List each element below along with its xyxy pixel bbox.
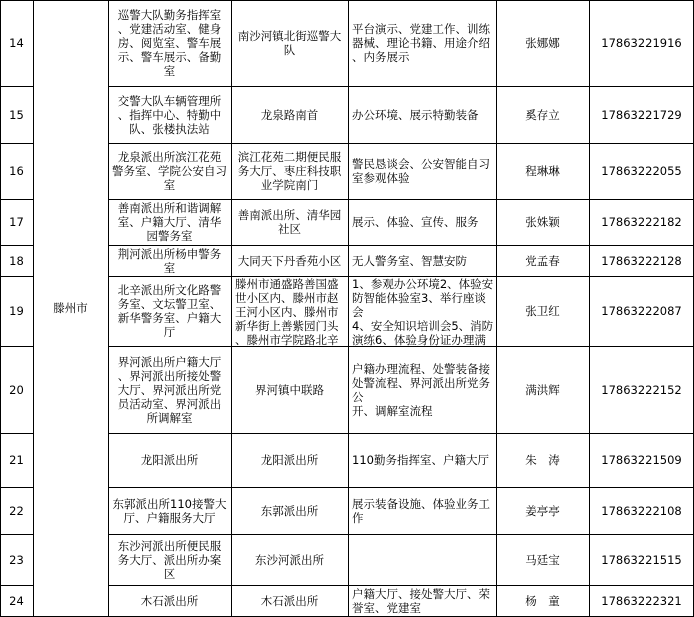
grid-line	[33, 0, 34, 616]
grid-line	[0, 346, 33, 347]
cell-address-text: 善南派出所、清华园 社区	[237, 208, 342, 236]
grid-line	[0, 534, 33, 535]
cell-venue-text: 北辛派出所文化路警 务室、文坛警卫室、 新华警务室、户籍大 厅	[117, 283, 222, 339]
grid-line	[108, 245, 694, 246]
cell-no-text: 22	[9, 503, 24, 518]
cell-no	[0, 276, 33, 346]
cell-phone-text: 17863222182	[601, 215, 682, 229]
cell-contact-text: 张姝颖	[525, 215, 560, 229]
cell-content-text: 无人警务室、智慧安防	[352, 253, 467, 268]
cell-address-text: 滨江花苑二期便民服 务大厅、枣庄科技职 业学院南门	[237, 150, 342, 192]
cell-phone	[589, 199, 694, 245]
cell-content-text: 办公环境、展示特勤装备	[352, 107, 479, 122]
cell-contact-text: 满洪辉	[525, 382, 560, 397]
cell-address	[231, 433, 348, 487]
cell-address	[231, 534, 348, 585]
cell-contact-text: 马廷宝	[525, 552, 560, 567]
cell-content	[348, 245, 496, 276]
cell-content-text: 户籍办理流程、处警装备接 处警流程、界河派出所党务公 开、调解室流程	[352, 361, 490, 418]
grid-line	[108, 199, 694, 200]
cell-address	[231, 346, 348, 433]
cell-address	[231, 143, 348, 199]
cell-venue-text: 木石派出所	[140, 593, 199, 608]
grid-line	[108, 585, 694, 586]
grid-line	[108, 86, 694, 87]
cell-contact	[496, 245, 589, 276]
cell-phone	[589, 487, 694, 534]
grid-line	[231, 0, 232, 616]
grid-line	[108, 346, 694, 347]
cell-no-text: 20	[9, 382, 24, 397]
grid-line	[108, 433, 694, 434]
cell-phone	[589, 276, 694, 346]
cell-address-text: 东郭派出所	[260, 503, 319, 518]
cell-contact-text: 张娜娜	[525, 36, 560, 50]
cell-no-text: 15	[9, 107, 24, 122]
cell-no	[0, 487, 33, 534]
cell-content	[348, 487, 496, 534]
cell-no-text: 18	[9, 253, 24, 268]
grid-line	[589, 0, 590, 616]
city-cell	[33, 0, 108, 616]
cell-venue	[108, 346, 231, 433]
cell-contact	[496, 534, 589, 585]
cell-contact	[496, 86, 589, 143]
cell-content-text: 户籍大厅、接处警大厅、荣 誉室、党建室	[352, 586, 490, 615]
cell-content-text: 展示装备设施、体验业务工 作	[352, 496, 490, 525]
cell-venue	[108, 534, 231, 585]
cell-no-text: 17	[9, 215, 24, 229]
cell-address	[231, 0, 348, 86]
cell-venue	[108, 276, 231, 346]
cell-address	[231, 199, 348, 245]
cell-content	[348, 86, 496, 143]
grid-line	[0, 245, 33, 246]
cell-phone-text: 17863222108	[601, 503, 682, 518]
cell-venue-text: 东沙河派出所便民服 务大厅、派出所办案 区	[117, 538, 222, 581]
cell-content-text: 警民恳谈会、公安智能自习 室参观体验	[352, 157, 490, 185]
cell-content	[348, 534, 496, 585]
cell-no	[0, 433, 33, 487]
cell-address-text: 东沙河派出所	[255, 552, 324, 567]
cell-content	[348, 346, 496, 433]
cell-contact	[496, 276, 589, 346]
cell-venue	[108, 143, 231, 199]
grid-line	[0, 487, 33, 488]
cell-no	[0, 534, 33, 585]
cell-contact	[496, 199, 589, 245]
cell-address-text: 龙泉路南首	[260, 107, 319, 122]
cell-address-text: 龙阳派出所	[260, 453, 319, 467]
cell-phone	[589, 534, 694, 585]
cell-content	[348, 0, 496, 86]
grid-line	[0, 433, 33, 434]
cell-no-text: 14	[9, 36, 24, 50]
cell-phone	[589, 143, 694, 199]
cell-phone-text: 17863221729	[601, 107, 682, 122]
cell-venue-text: 龙泉派出所滨江花苑 警务室、学院公安自习 室	[112, 150, 227, 192]
cell-content	[348, 433, 496, 487]
cell-venue	[108, 199, 231, 245]
cell-phone-text: 17863222055	[601, 164, 682, 178]
cell-venue	[108, 487, 231, 534]
cell-content-text: 平台演示、党建工作、训练 器械、理论书籍、用途介绍 、内务展示	[352, 22, 490, 64]
cell-address	[231, 276, 348, 346]
cell-address	[231, 245, 348, 276]
cell-phone	[589, 86, 694, 143]
cell-no	[0, 245, 33, 276]
cell-no-text: 23	[9, 552, 24, 567]
cell-venue-text: 界河派出所户籍大厅 、界河派出所接处警 大厅、界河派出所党 员活动室、界河派出 所调解室	[117, 354, 222, 425]
cell-contact	[496, 487, 589, 534]
cell-venue-text: 巡警大队勤务指挥室 、党建活动室、健身 房、阅览室、警车展 示、警车展示、备勤 室	[117, 8, 222, 78]
cell-contact	[496, 0, 589, 86]
cell-address-text: 大同天下丹香苑小区	[237, 253, 342, 268]
cell-address-text: 南沙河镇北街巡警大 队	[237, 29, 342, 57]
cell-content-text: 1、参观办公环境2、体验安 防智能体验室3、举行座谈会 4、安全知识培训会5、消防 演练6、体验身份证办理满	[352, 277, 494, 346]
cell-address-text: 滕州市通盛路善国盛 世小区内、滕州市赵 王河小区内、滕州市 新华街上善紫园门头 、滕州市学院路北辛	[235, 277, 339, 346]
cell-phone	[589, 433, 694, 487]
cell-phone-text: 17863222321	[601, 593, 682, 608]
cell-no	[0, 585, 33, 616]
cell-contact-text: 程琳琳	[525, 164, 560, 178]
cell-venue-text: 东郭派出所110接警大 厅、户籍服务大厅	[112, 496, 227, 525]
cell-address	[231, 585, 348, 616]
cell-no-text: 19	[9, 304, 24, 318]
cell-phone	[589, 245, 694, 276]
grid-line	[348, 0, 349, 616]
cell-address-text: 木石派出所	[260, 593, 319, 608]
cell-address	[231, 487, 348, 534]
cell-contact-text: 朱 涛	[525, 453, 560, 467]
cell-no	[0, 86, 33, 143]
city-cell-text: 滕州市	[53, 301, 88, 315]
grid-line	[0, 199, 33, 200]
cell-phone-text: 17863221916	[601, 36, 682, 50]
cell-content	[348, 276, 496, 346]
cell-content	[348, 143, 496, 199]
grid-line	[496, 0, 497, 616]
cell-venue-text: 善南派出所和谐调解 室、户籍大厅、清华 园警务室	[117, 201, 222, 243]
cell-no-text: 21	[9, 453, 24, 467]
cell-contact	[496, 585, 589, 616]
grid-line	[108, 534, 694, 535]
cell-content	[348, 585, 496, 616]
cell-venue	[108, 0, 231, 86]
cell-contact	[496, 346, 589, 433]
cell-contact-text: 奚存立	[525, 107, 560, 122]
grid-line	[108, 487, 694, 488]
cell-venue	[108, 245, 231, 276]
cell-no-text: 24	[9, 593, 24, 608]
cell-no-text: 16	[9, 164, 24, 178]
cell-phone-text: 17863222152	[601, 382, 682, 397]
cell-phone	[589, 0, 694, 86]
cell-address	[231, 86, 348, 143]
cell-contact	[496, 433, 589, 487]
cell-phone	[589, 346, 694, 433]
grid-line	[108, 276, 694, 277]
cell-address-text: 界河镇中联路	[255, 382, 324, 397]
grid-line	[0, 585, 33, 586]
cell-contact-text: 党孟春	[525, 253, 560, 268]
cell-venue-text: 龙阳派出所	[140, 453, 199, 467]
cell-phone-text: 17863222128	[601, 253, 682, 268]
cell-content-text: 110勤务指挥室、户籍大厅	[352, 453, 489, 467]
cell-phone-text: 17863222087	[601, 304, 682, 318]
cell-content-text: 展示、体验、宣传、服务	[352, 215, 479, 229]
grid-line	[0, 143, 33, 144]
cell-venue	[108, 86, 231, 143]
cell-venue	[108, 585, 231, 616]
grid-line	[0, 276, 33, 277]
cell-no	[0, 346, 33, 433]
cell-venue-text: 交警大队车辆管理所 、指挥中心、特勤中 队、张楼执法站	[117, 93, 222, 136]
cell-no	[0, 0, 33, 86]
cell-phone-text: 17863221509	[601, 453, 682, 467]
cell-phone-text: 17863221515	[601, 552, 682, 567]
grid-line	[108, 0, 109, 616]
cell-contact-text: 姜亭亭	[525, 503, 560, 518]
cell-venue	[108, 433, 231, 487]
grid-line	[108, 143, 694, 144]
cell-contact-text: 张卫红	[525, 304, 560, 318]
grid-line	[0, 86, 33, 87]
cell-contact	[496, 143, 589, 199]
cell-content	[348, 199, 496, 245]
cell-no	[0, 143, 33, 199]
cell-no	[0, 199, 33, 245]
cell-phone	[589, 585, 694, 616]
cell-venue-text: 荆河派出所杨申警务 室	[117, 246, 222, 275]
cell-contact-text: 杨 童	[525, 593, 560, 608]
grid-line	[0, 0, 1, 616]
